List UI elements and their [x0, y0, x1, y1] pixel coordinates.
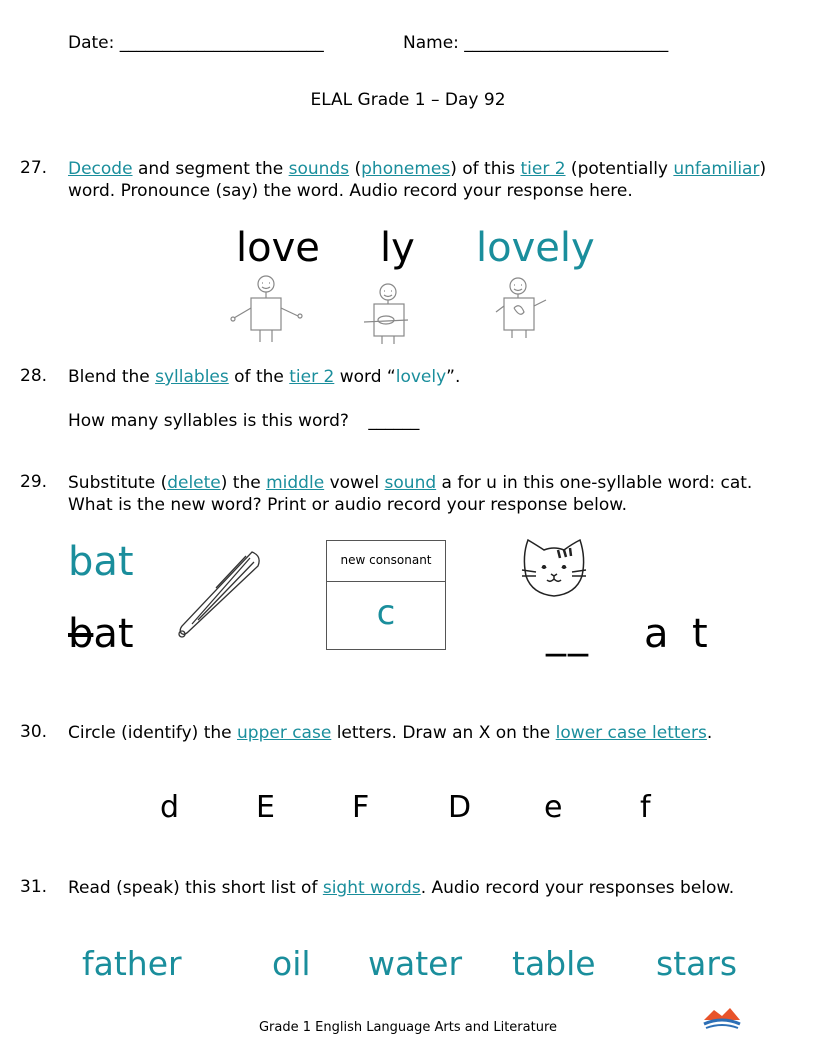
- letter-a: a: [644, 611, 669, 657]
- text: Substitute (: [68, 473, 168, 493]
- link-lower-case-letters[interactable]: lower case letters: [555, 723, 707, 743]
- text: vowel: [324, 473, 385, 493]
- word-lovely-inline: lovely: [395, 367, 447, 387]
- letter-item[interactable]: f: [640, 790, 651, 825]
- name-label: Name:: [403, 33, 459, 53]
- question-29-line2: What is the new word? Print or audio record your response below.: [68, 495, 627, 515]
- sight-word: oil: [272, 944, 311, 983]
- stick-figure-icon: [356, 282, 436, 352]
- baseball-bat-icon: [176, 548, 266, 648]
- question-31-text: [68, 877, 734, 899]
- text: Read (speak) this short list of: [68, 878, 323, 898]
- sight-word: water: [368, 944, 463, 983]
- text: a for u in this one-syllable word: cat.: [436, 473, 753, 493]
- text: (: [349, 159, 362, 179]
- text: and segment the: [132, 159, 289, 179]
- date-label: Date:: [68, 33, 115, 53]
- word-bat: bat: [68, 539, 134, 585]
- text: .: [706, 723, 713, 743]
- letter-item[interactable]: F: [352, 790, 370, 825]
- word-rest: at: [93, 611, 134, 657]
- text: word “: [334, 367, 396, 387]
- letter-item[interactable]: E: [256, 790, 275, 825]
- stick-figure-icon: [494, 276, 574, 346]
- text: (potentially: [565, 159, 674, 179]
- cat-face-icon: [520, 536, 590, 600]
- letter-item[interactable]: e: [544, 790, 563, 825]
- box-letter: c: [376, 593, 396, 633]
- link-unfamiliar[interactable]: unfamiliar: [673, 159, 760, 179]
- syllable-question: How many syllables is this word?: [68, 411, 349, 431]
- word-lovely: lovely: [476, 225, 595, 271]
- link-sounds[interactable]: sounds: [288, 159, 350, 179]
- sight-word: father: [82, 944, 182, 983]
- question-29-text: [68, 472, 752, 494]
- letter-item[interactable]: d: [160, 790, 180, 825]
- link-tier-2[interactable]: tier 2: [520, 159, 566, 179]
- question-28-line2: [68, 410, 419, 432]
- footer-text: Grade 1 English Language Arts and Literature: [258, 1020, 558, 1035]
- sight-word: stars: [656, 944, 738, 983]
- text: Blend the: [68, 367, 156, 387]
- word-bat-struck: [68, 611, 134, 657]
- word-part-love: love: [236, 225, 320, 271]
- link-sound[interactable]: sound: [384, 473, 437, 493]
- name-blank[interactable]: ________________________: [464, 33, 669, 53]
- text: ) of this: [450, 159, 521, 179]
- date-line: [68, 33, 324, 53]
- text: . Audio record your responses below.: [420, 878, 735, 898]
- link-delete[interactable]: delete: [167, 473, 221, 493]
- date-blank[interactable]: ________________________: [119, 33, 324, 53]
- link-tier-2[interactable]: tier 2: [289, 367, 335, 387]
- question-28-text: [68, 366, 460, 388]
- link-decode[interactable]: Decode: [68, 159, 133, 179]
- question-number: 30.: [20, 722, 48, 742]
- question-number: 31.: [20, 877, 48, 897]
- publisher-logo-icon: [702, 1006, 742, 1030]
- answer-blank[interactable]: __: [546, 611, 590, 657]
- link-sight-words[interactable]: sight words: [322, 878, 421, 898]
- link-middle[interactable]: middle: [266, 473, 325, 493]
- question-27-line2: word. Pronounce (say) the word. Audio record your response here.: [68, 181, 633, 201]
- word-part-ly: ly: [380, 225, 415, 271]
- stick-figure-icon: [228, 274, 308, 344]
- new-consonant-box: [326, 540, 446, 650]
- text: ”.: [446, 367, 461, 387]
- text: letters. Draw an X on the: [331, 723, 556, 743]
- question-27-text: [68, 158, 766, 180]
- link-syllables[interactable]: syllables: [155, 367, 229, 387]
- sight-word: table: [512, 944, 596, 983]
- page-title: ELAL Grade 1 – Day 92: [310, 90, 506, 110]
- question-30-text: [68, 722, 712, 744]
- text: ) the: [220, 473, 267, 493]
- syllable-answer-blank[interactable]: ______: [368, 411, 420, 431]
- text: Circle (identify) the: [68, 723, 237, 743]
- question-number: 27.: [20, 158, 48, 178]
- letter-item[interactable]: D: [448, 790, 472, 825]
- question-number: 28.: [20, 366, 48, 386]
- box-header: new consonant: [327, 541, 445, 582]
- letter-t: t: [692, 611, 708, 657]
- question-number: 29.: [20, 472, 48, 492]
- text: ): [759, 159, 767, 179]
- link-upper-case[interactable]: upper case: [237, 723, 332, 743]
- name-line: [403, 33, 668, 53]
- link-phonemes[interactable]: phonemes: [361, 159, 451, 179]
- text: of the: [228, 367, 290, 387]
- struck-letter: b: [68, 611, 94, 657]
